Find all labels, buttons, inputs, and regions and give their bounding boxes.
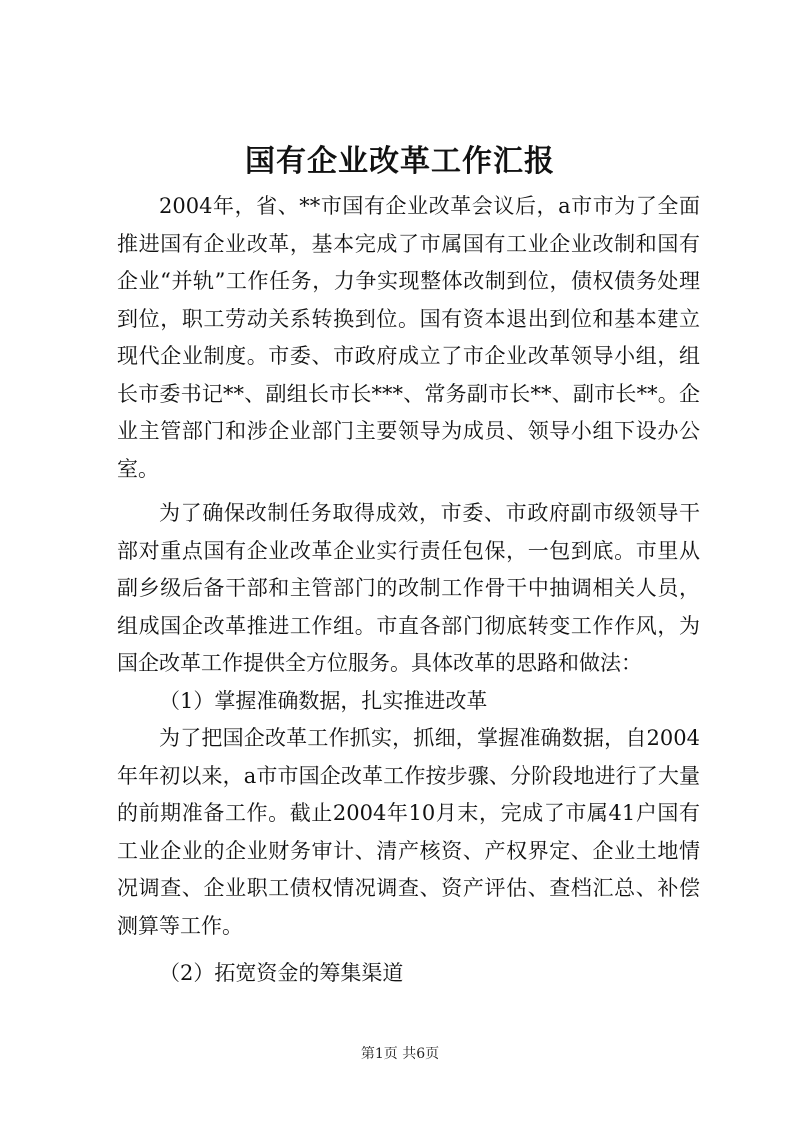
document-body bbox=[117, 188, 700, 993]
section-heading-2: （2）拓宽资金的筹集渠道 bbox=[159, 961, 404, 985]
paragraph-intro: 2004年，省、**市国有企业改革会议后，a市市为了全面推进国有企业改革，基本完成了市属国有工业企业改制和国有企业“并轨”工作任务，力争实现整体改制到位，债权债务处理到位，职工劳动关系转换到位。国有资本退出到位和基本建立现代企业制度。市委、市政府成立了市企业改革领导小组，组长市委书记**、副组长市长***、常务副市长**、副市长**。企业主管部门和涉企业部门主要领导为成员、领导小组下设办公室。 bbox=[117, 194, 700, 481]
page-footer: 第1页 共6页 bbox=[360, 1046, 440, 1062]
paragraph-data-preparation: 为了把国企改革工作抓实，抓细，掌握准确数据，自2004年年初以来，a市市国企改革工作按步骤、分阶段地进行了大量的前期准备工作。截止2004年10月末，完成了市属41户国有工业企业的企业财务审计、清产核资、产权界定、企业土地情况调查、企业职工债权情况调查、资产评估、查档汇总、补偿测算等工作。 bbox=[117, 726, 700, 938]
paragraph-responsibility: 为了确保改制任务取得成效，市委、市政府副市级领导干部对重点国有企业改革企业实行责任包保，一包到底。市里从副乡级后备干部和主管部门的改制工作骨干中抽调相关人员，组成国企改革推进工作组。市直各部门彻底转变工作作风，为国企改革工作提供全方位服务。具体改革的思路和做法： bbox=[117, 501, 700, 675]
section-heading-1: （1）掌握准确数据，扎实推进改革 bbox=[159, 688, 488, 713]
document-title: 国有企业改革工作汇报 bbox=[245, 144, 555, 179]
